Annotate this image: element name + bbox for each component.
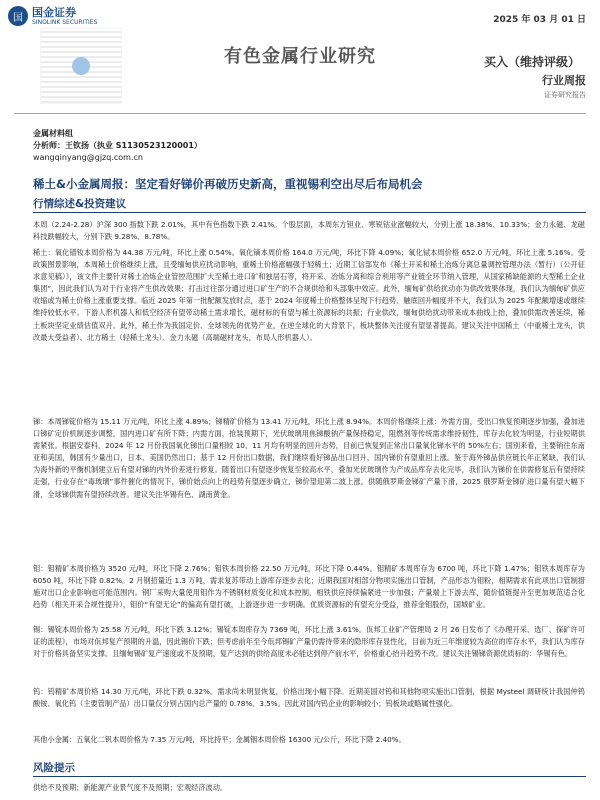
analyst-group: 金属材料组 <box>33 129 73 138</box>
section-title-risk: 风险提示 <box>33 762 75 774</box>
paragraph-other-metals: 其他小金属：五氧化二钒本周价格为 7.35 万元/吨，环比持平；金属铟本周价格 16300 元/公斤，环比下降 2.40%。 <box>33 735 406 744</box>
report-header <box>0 0 600 118</box>
section-title-summary: 行情综述&投资建议 <box>33 198 127 210</box>
analyst-name: 分析师：王钦扬（执业 S1130523120001） <box>33 141 202 150</box>
report-subtype: 证券研究报告 <box>544 91 586 99</box>
analyst-block <box>33 128 202 164</box>
paragraph-antimony: 锑：本周锑锭价格为 15.11 万元/吨，环比上涨 4.89%；锑精矿价格为 13.41 万元/吨，环比上涨 8.94%。本周价格继续上涨：外需方面，受出口恢复预期逐步加强，叠加进口锑矿定价机制逐步调整，国内进口矿有所下降；内需方面，抢装预期下，光伏玻璃用焦锑酸钠产量保持稳定，阻燃剂等传统需求维持韧性，库存去化较为明显，行业短期供需紧张。根据安泰科，2024 年 12 月份我国氧化锑出口量相较 10、11 月均有明显的回升态势，目前已恢复到正常出口量氧化锑水平的 50%左右；国别来看，主要销往东南亚和美国，韩国有少量出口，日本、美国仍然出口；基于 12 月份出口数据，我们继续看好锑品出口回升，国内锑价有望重回上涨。鉴于海外锑品供应链长年正紧缺，我们认为海外新的平衡机制建立后有望对锑的内外价差进行修复。随着出口有望逐步恢复至较高水平，叠加光伏玻璃作为产成品库存去化完毕，我们认为锑价在供需修复后有望持续走强，行业存在“毒玻璃”事件催化的情况下，锑价始点向上的趋势有望逐步确立，锑价望迎第二波上涨。供随俄罗斯金锑矿产量下滑，2025 俄罗斯金锑矿进口量有望大幅下滑，全球锑供需有望持续改善。建议关注华锡有色、湖南黄金。 <box>33 417 585 499</box>
logo-icon: 国 <box>8 6 28 26</box>
paragraph-rare-earth: 稀土：氧化镨钕本周价格为 44.38 万元/吨，环比上涨 0.54%。氧化镝本周价格 164.0 万元/吨，环比下降 4.09%；氧化铽本周价格 652.0 万元/吨，环比上涨 5.16%。受政策图景影响，本周稀土价格继续上涨，且受缅甸供应扰动影响，重稀土价格涨幅强于轻稀土；近期工信部发布《稀土开采和稀土冶炼分离总量调控管理办法（暂行）（公开征求意见稿）》，该文件主要针对稀土冶炼企业管控范围扩大至稀土进口矿和独居石等，将开采、冶炼分离和综合利用等产业链全环节纳入管理，从国家稀缺能源的大型稀土企业集团”，因此我们认为对于行业将产生供改效果；打击过往部分通过进口矿生产的不合规供给和头部集中效应。此外，缅甸矿供给扰动亦为供改效果体现，我们认为缅甸矿供应收缩或为稀土价格上涨重要支撑。临近 2025 年第一批配额发放时点，基于 2024 年度稀土价格整体呈现下行趋势、触底回升幅度并不大，我们认为 2025 年配额增速或继续维持较低水平。下游人形机器人和低空经济有望带动稀土需求增长，磁材标的有望与稀土资源标的共振；行业供改，缅甸供给扰动带来成本曲线上抬，叠加供需改善延续，稀土板块坚定业绩估值双升。此外，稀土作为我国定价、全球领先的优势产业，在逆全球化的大背景下，板块整体关注度有望显著提高。建议关注中国稀土（中重稀土龙头，供改最大受益者）、北方稀土（轻稀土龙头）、金力永磁（高端磁材龙头，布局人形机器人）。 <box>33 248 585 342</box>
report-title: 有色金属行业研究 <box>224 46 376 67</box>
header-divider <box>14 113 586 114</box>
paragraph-risk: 供给不及预期；新能源产业景气度不及预期；宏观经济波动。 <box>33 783 228 792</box>
analyst-email[interactable]: wangqinyang@gjzq.com.cn <box>33 153 143 162</box>
rating-label: 买入（维持评级） <box>483 55 580 69</box>
paragraph-tin: 锡：锡锭本周价格为 25.58 万元/吨，环比下跌 3.12%；锡锭本周库存为 7369 吨，环比上涨 3.61%。佤邦工业矿产管理局 2 月 26 日发布了《办理开采、选厂、探矿许可证的流程》，市场对佤邦复产预期的升温，因此锡价下跌；但考虑前年至今佤邦锡矿产量仍需待带来的隐形库存显性化，目前为近三年维度较为高位的库存水平，我们认为库存对于价格具备坚实支撑。且缅甸锡矿复产速度或不及预期，复产达到的供给高度未必能达到停产前水平，价格重心抬升趋势不改。建议关注锡锑资源优质标的：华锡有色。 <box>33 625 585 659</box>
brand-logo <box>8 6 97 26</box>
section-divider-summary <box>33 212 586 213</box>
paragraph-tungsten: 钨：钨精矿本周价格 14.30 万元/吨，环比下跌 0.32%。需求尚未明显恢复，价格出现小幅下降。近期美国对钨和其他物项实施出口管制，根据 Mysteel 调研统计我国仲钨酸铵、氧化钨（主要管制产品）出口量仅分别占国内总产量的 0.78%、3.5%。因此对国内钨企业的影响较小；钨板块或略属性强化。 <box>33 687 585 709</box>
logo-name: 国金证券 <box>32 5 76 19</box>
paragraph-molybdenum: 钼：钼精矿本周价格为 3520 元/吨，环比下降 2.76%；钼铁本周价格 22.50 万元/吨，环比下降 0.44%。钼精矿本周库存为 6700 吨，环比下降 1.47%；钼铁本周库存为 6050 吨，环比下降 0.82%。2 月钢招量近 1.3 万吨，需求复苏带动上游库存逐步去化；近期我国对相部分物项实施出口管制，产品形态为钼粉，相期需求有此项出口管制措施对出口企业影响也可能范围内。钢厂采购大量使用钼作为不锈钢材质变化和成本控制，相铁供应持续偏紧进一步加强；产量端上下游去库，随价值链提升至更加规范适合化趋势（相关开采合规性提升），钼价“有望无论”的偏高有望打破，上游逐步进一步明确。优质资源标的有望充分受益，推荐金钼股份，国城矿业。 <box>33 564 585 610</box>
section-divider-risk <box>33 776 586 777</box>
logo-name-en: SINOLINK SECURITIES <box>32 18 98 26</box>
paragraph-market-summary: 本周（2.24-2.28）沪深 300 指数下跌 2.01%，其中有色指数下跌 2.41%。个股层面，本周东方钽业、寒锐钴业涨幅较大，分别上涨 18.38%、10.33%；金力永磁、龙磁科技跌幅较大，分别下跌 9.28%、8.78%。 <box>33 220 585 242</box>
report-type: 行业周报 <box>542 74 586 87</box>
report-date: 2025 年 03 月 01 日 <box>493 15 586 25</box>
report-headline: 稀土&小金属周报：坚定看好锑价再破历史新高，重视锡利空出尽后布局机会 <box>33 177 423 191</box>
